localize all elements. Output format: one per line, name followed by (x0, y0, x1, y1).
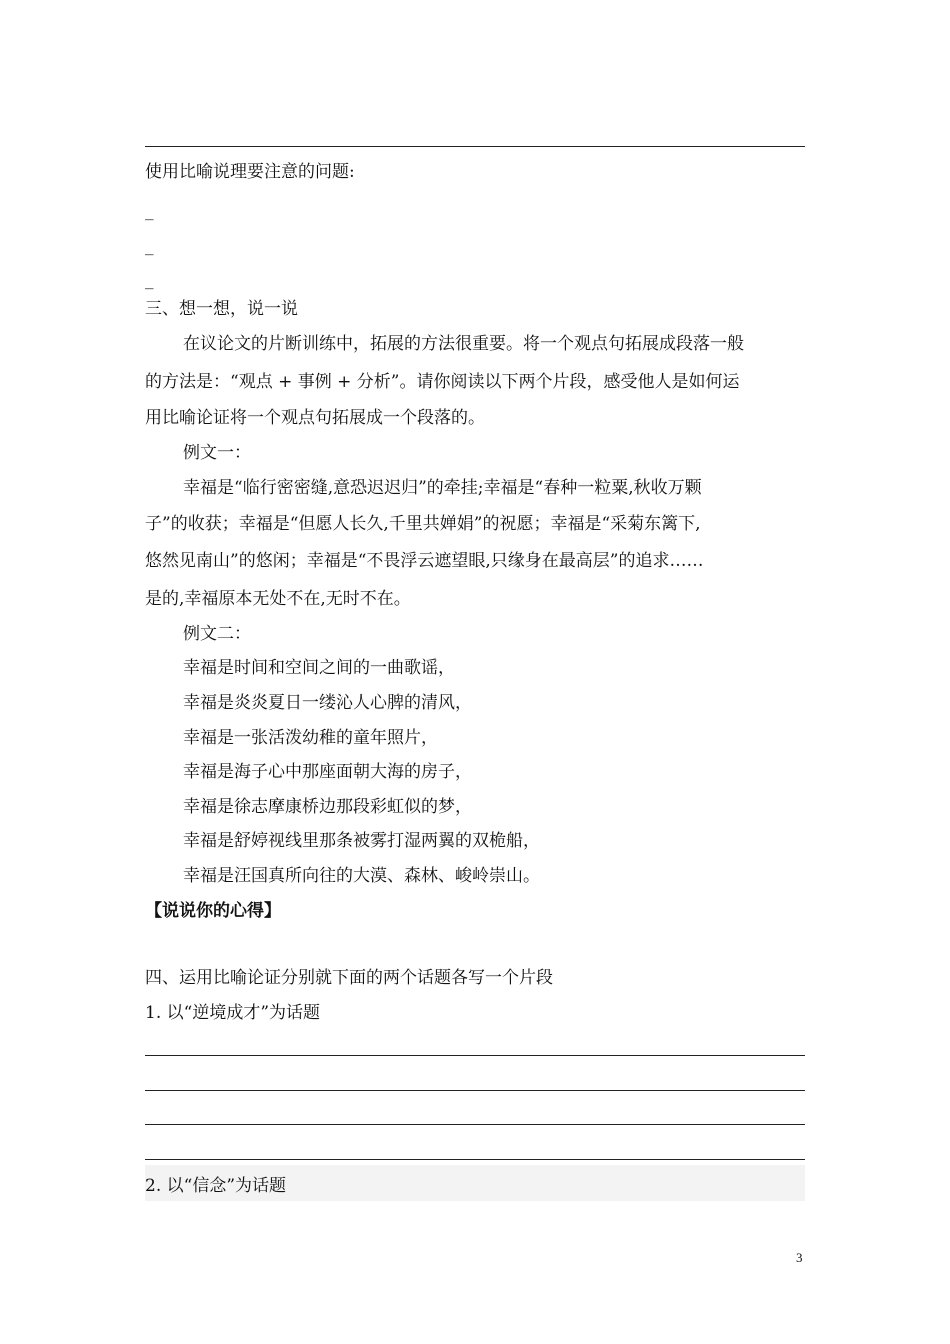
section3-heading: 三、想一想，说一说 (145, 299, 298, 319)
writing-line[interactable] (145, 1124, 805, 1125)
section-note: 使用比喻说理要注意的问题: (145, 162, 355, 182)
example1-line: 悠然见南山”的悠闲；幸福是“不畏浮云遮望眼,只缘身在最高层”的追求…… (145, 551, 704, 571)
intro-line: 的方法是：“观点 + 事例 + 分析”。请你阅读以下两个片段，感受他人是如何运 (145, 372, 740, 392)
example2-line: 幸福是舒婷视线里那条被雾打湿两翼的双桅船， (183, 831, 540, 851)
topic2-label: 2. 以“信念”为话题 (145, 1176, 287, 1196)
example1-line: 是的,幸福原本无处不在,无时不在。 (145, 589, 411, 609)
example1-label: 例文一： (183, 443, 251, 463)
blank-mark: _ (145, 201, 154, 221)
intro-line: 用比喻论证将一个观点句拓展成一个段落的。 (145, 408, 485, 428)
example2-line: 幸福是炎炎夏日一缕沁人心脾的清风， (183, 693, 472, 713)
section4-heading: 四、运用比喻论证分别就下面的两个话题各写一个片段 (145, 968, 553, 988)
example2-line: 幸福是海子心中那座面朝大海的房子， (183, 762, 472, 782)
example2-line: 幸福是时间和空间之间的一曲歌谣， (183, 658, 455, 678)
page-number: 3 (796, 1250, 803, 1265)
intro-line: 在议论文的片断训练中，拓展的方法很重要。将一个观点句拓展成段落一般 (183, 334, 744, 354)
blank-mark: _ (145, 236, 154, 256)
example1-line: 幸福是“临行密密缝,意恐迟迟归”的牵挂;幸福是“春种一粒粟,秋收万颗 (183, 478, 702, 498)
example1-line: 子”的收获；幸福是“但愿人长久,千里共婵娟”的祝愿；幸福是“采菊东篱下, (145, 514, 701, 534)
example2-line: 幸福是汪国真所向往的大漠、森林、峻岭崇山。 (183, 866, 540, 886)
topic1-label: 1. 以“逆境成才”为话题 (145, 1003, 321, 1023)
example2-line: 幸福是一张活泼幼稚的童年照片， (183, 728, 438, 748)
writing-line[interactable] (145, 1090, 805, 1091)
example2-label: 例文二： (183, 624, 251, 644)
writing-line[interactable] (145, 1055, 805, 1056)
reflection-prompt: 【说说你的心得】 (145, 901, 281, 921)
answer-rule (145, 146, 805, 147)
blank-mark: _ (145, 270, 154, 290)
example2-line: 幸福是徐志摩康桥边那段彩虹似的梦， (183, 797, 472, 817)
writing-line[interactable] (145, 1159, 805, 1160)
